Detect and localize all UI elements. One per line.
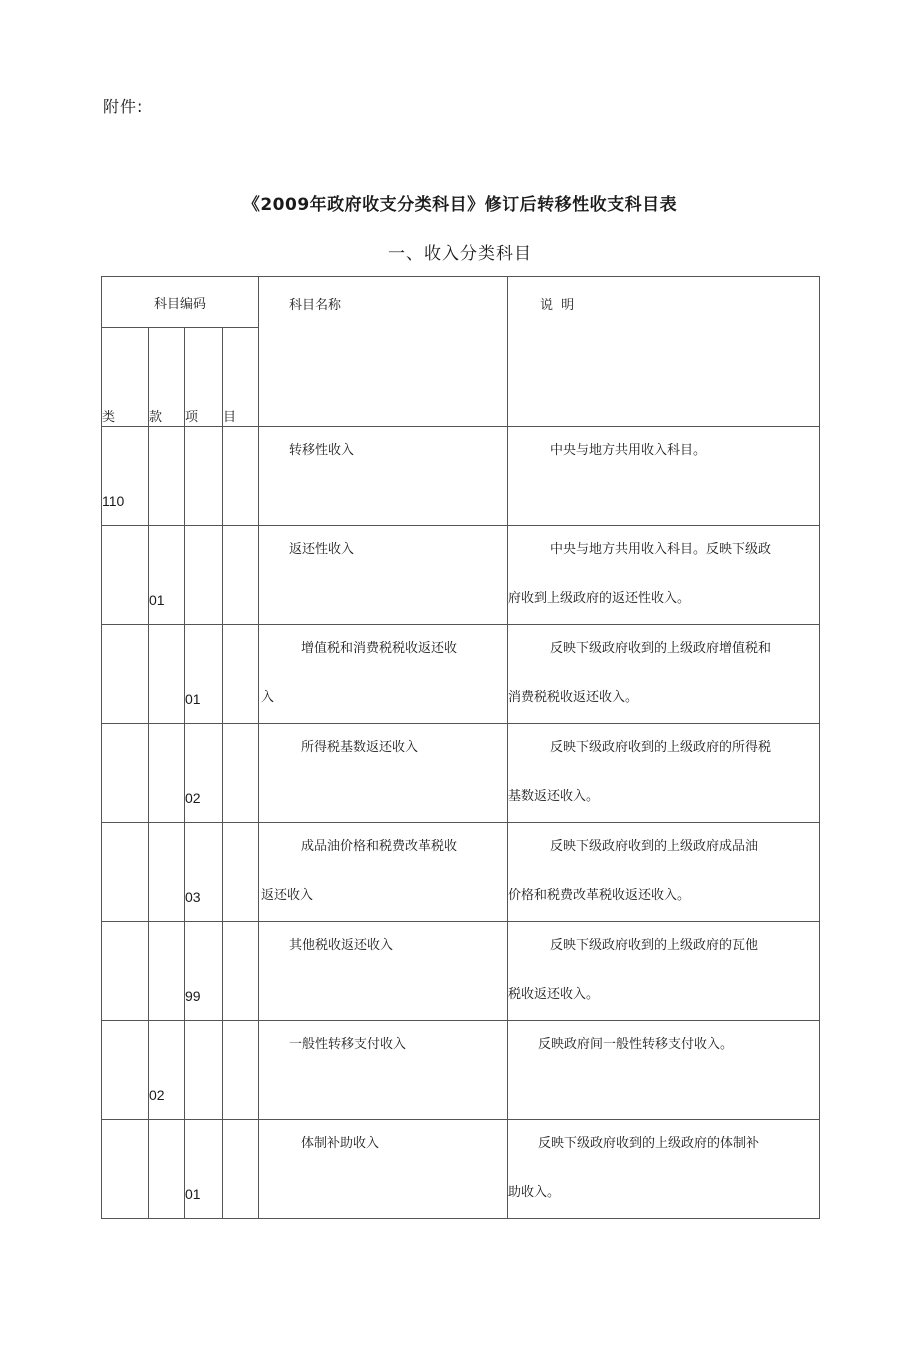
code-xiang: 03 xyxy=(185,889,201,905)
header-xiang: 项 xyxy=(185,328,223,427)
subject-description: 反映下级政府收到的上级政府的所得税 基数返还收入。 xyxy=(508,724,820,823)
code-xiang: 01 xyxy=(185,1186,201,1202)
table-row xyxy=(102,1120,820,1219)
code-kuan: 02 xyxy=(149,1087,165,1103)
code-xiang: 02 xyxy=(185,790,201,806)
subject-name: 所得税基数返还收入 xyxy=(259,724,508,823)
table-row xyxy=(102,1021,820,1120)
subject-name: 其他税收返还收入 xyxy=(259,922,508,1021)
table-row xyxy=(102,922,820,1021)
table-row xyxy=(102,427,820,526)
subject-description: 反映下级政府收到的上级政府增值税和 消费税税收返还收入。 xyxy=(508,625,820,724)
header-kuan: 款 xyxy=(149,328,185,427)
income-classification-table xyxy=(101,276,820,1219)
attachment-label: 附件: xyxy=(103,97,144,116)
table-row xyxy=(102,724,820,823)
code-kuan: 01 xyxy=(149,592,165,608)
code-xiang: 99 xyxy=(185,988,201,1004)
subject-name: 成品油价格和税费改革税收 返还收入 xyxy=(259,823,508,922)
subject-description: 中央与地方共用收入科目。 xyxy=(508,427,820,526)
subject-name: 转移性收入 xyxy=(259,427,508,526)
table-row xyxy=(102,823,820,922)
subject-name: 体制补助收入 xyxy=(259,1120,508,1219)
table-row xyxy=(102,526,820,625)
header-description: 说 明 xyxy=(508,277,820,427)
subject-name: 一般性转移支付收入 xyxy=(259,1021,508,1120)
table-row xyxy=(102,625,820,724)
subject-description: 反映下级政府收到的上级政府成品油 价格和税费改革税收返还收入。 xyxy=(508,823,820,922)
subject-name: 返还性收入 xyxy=(259,526,508,625)
header-code: 科目编码 xyxy=(102,277,259,328)
header-mu: 目 xyxy=(223,328,259,427)
document-title: 《2009年政府收支分类科目》修订后转移性收支科目表 xyxy=(242,195,678,215)
header-lei: 类 xyxy=(102,328,149,427)
code-xiang: 01 xyxy=(185,691,201,707)
header-name: 科目名称 xyxy=(259,277,508,427)
section-title: 一、收入分类科目 xyxy=(388,244,532,264)
subject-description: 反映政府间一般性转移支付收入。 xyxy=(508,1021,820,1120)
code-lei: 110 xyxy=(102,493,125,509)
subject-description: 中央与地方共用收入科目。反映下级政 府收到上级政府的返还性收入。 xyxy=(508,526,820,625)
subject-description: 反映下级政府收到的上级政府的体制补 助收入。 xyxy=(508,1120,820,1219)
subject-name: 增值税和消费税税收返还收 入 xyxy=(259,625,508,724)
subject-description: 反映下级政府收到的上级政府的瓦他 税收返还收入。 xyxy=(508,922,820,1021)
